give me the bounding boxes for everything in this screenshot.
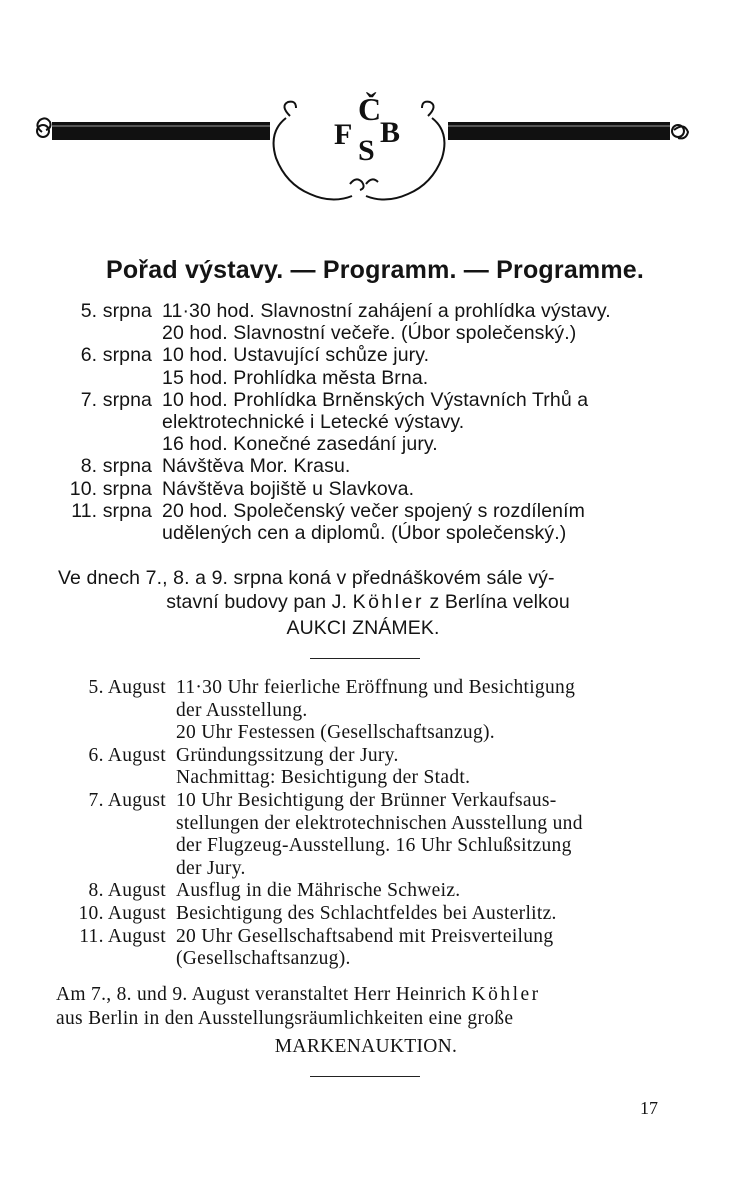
czech-note-line-2 <box>58 591 678 615</box>
german-program-line: 20 Uhr Festessen (Gesellschaftsanzug). <box>176 722 495 744</box>
german-program-line: der Flugzeug-Ausstellung. 16 Uhr Schlußsitzung <box>176 835 572 857</box>
german-program-date: 8. August <box>88 880 166 902</box>
czech-program-line: udělených cen a diplomů. (Úbor společenský.) <box>162 522 567 544</box>
german-note-text: Am 7., 8. und 9. August veranstaltet Herr Heinrich <box>56 984 472 1005</box>
czech-program-date: 6. srpna <box>80 344 152 367</box>
bottom-divider <box>310 1076 420 1077</box>
czech-program-line: Návštěva Mor. Krasu. <box>162 455 351 478</box>
logo-letter-c: Č <box>358 91 382 127</box>
german-program-date: 7. August <box>88 790 166 811</box>
page-number: 17 <box>640 1098 658 1118</box>
german-program-date: 10. August <box>78 903 166 924</box>
german-program-line: stellungen der elektrotechnischen Ausstellung und <box>176 812 583 834</box>
german-note-auction: MARKENAUKTION. <box>274 1036 458 1057</box>
czech-program-date: 10. srpna <box>69 477 152 500</box>
german-note-line-2: aus Berlin in den Ausstellungsräumlichkeiten eine große <box>56 1008 514 1029</box>
header-ornament <box>28 80 692 210</box>
german-note-line-1 <box>56 983 676 1007</box>
czech-note-auction: AUKCI ZNÁMEK. <box>286 617 440 639</box>
czech-program-line: 10 hod. Ustavující schůze jury. <box>162 344 430 367</box>
logo-letter-b: B <box>380 116 401 149</box>
czech-program-line: 20 hod. Společenský večer spojený s rozdílením <box>162 499 585 522</box>
czech-program-line: 20 hod. Slavnostní večeře. (Úbor společenský.) <box>162 322 577 345</box>
czech-program-line: 16 hod. Konečné zasedání jury. <box>162 433 438 456</box>
section-divider <box>310 658 420 659</box>
czech-program-date: 8. srpna <box>80 455 152 478</box>
czech-program-line: 11·30 hod. Slavnostní zahájení a prohlídka výstavy. <box>162 300 611 322</box>
german-program-line: 20 Uhr Gesellschaftsabend mit Preisverteilung <box>176 925 554 947</box>
german-program-line: der Ausstellung. <box>176 699 308 721</box>
czech-note-line-1: Ve dnech 7., 8. a 9. srpna koná v přednáškovém sále vý- <box>58 567 555 589</box>
german-program-line: 10 Uhr Besichtigung der Brünner Verkaufsaus- <box>176 790 557 811</box>
czech-program-line: 15 hod. Prohlídka města Brna. <box>162 366 429 389</box>
german-program-line: (Gesellschaftsanzug). <box>176 948 351 970</box>
german-program-line: 11·30 Uhr feierliche Eröffnung und Besichtigung <box>176 677 576 698</box>
logo-letter-s: S <box>358 134 375 167</box>
czech-program-date: 7. srpna <box>80 388 152 411</box>
german-program-date: 5. August <box>88 677 166 698</box>
german-program-date: 6. August <box>88 744 166 766</box>
german-program-line: der Jury. <box>176 857 246 879</box>
german-program-line: Nachmittag: Besichtigung der Stadt. <box>176 767 471 789</box>
czech-note-name: Köhler <box>352 591 424 613</box>
czech-note-text: stavní budovy pan J. <box>166 591 353 613</box>
czech-program-line: 10 hod. Prohlídka Brněnských Výstavních Trhů a <box>162 388 589 411</box>
german-program <box>0 676 750 986</box>
czech-program-line: elektrotechnické i Letecké výstavy. <box>162 411 465 433</box>
czech-note-text-end: z Berlína velkou <box>423 591 570 613</box>
german-program-line: Besichtigung des Schlachtfeldes bei Austerlitz. <box>176 903 557 924</box>
program-title: Pořad výstavy. — Programm. — Programme. <box>105 256 645 284</box>
czech-program-line: Návštěva bojiště u Slavkova. <box>162 477 415 500</box>
czech-program-date: 5. srpna <box>80 300 152 322</box>
german-program-date: 11. August <box>79 925 166 947</box>
czech-program-date: 11. srpna <box>71 499 152 522</box>
logo-letter-f: F <box>334 118 353 151</box>
german-note-name: Köhler <box>471 984 541 1005</box>
german-program-line: Ausflug in die Mährische Schweiz. <box>176 880 461 902</box>
german-program-line: Gründungssitzung der Jury. <box>176 744 399 766</box>
fcsb-logo-ornament <box>28 80 692 210</box>
